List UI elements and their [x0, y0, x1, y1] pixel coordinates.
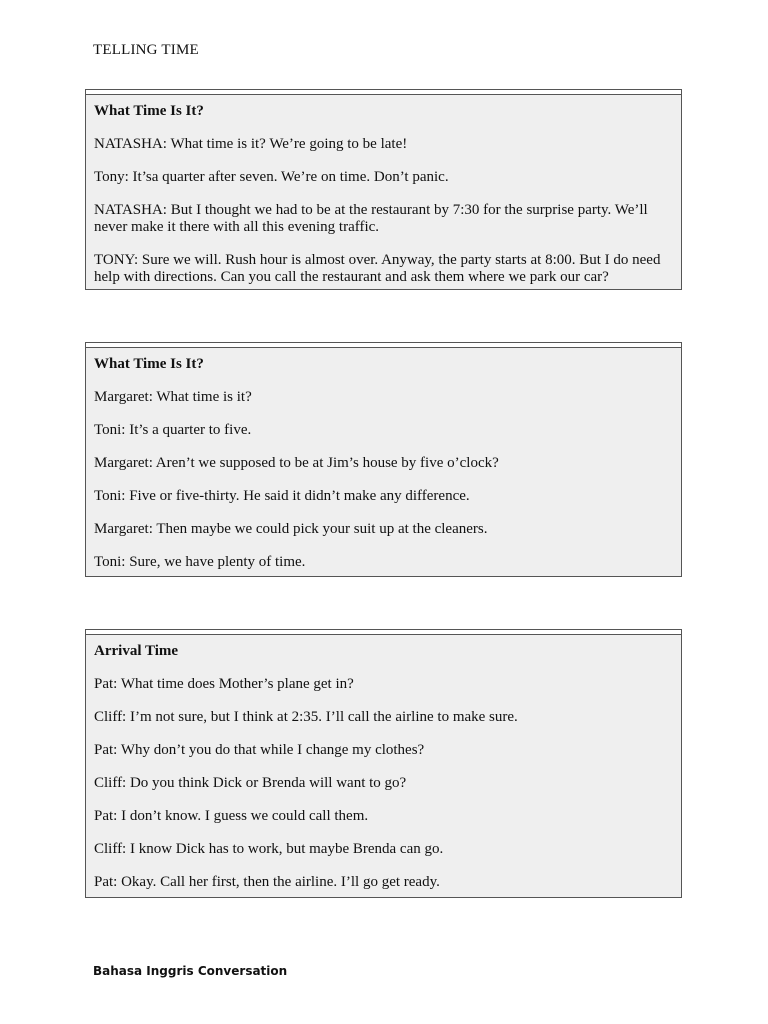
dialogue-title: What Time Is It? — [94, 103, 204, 119]
dialogue-line: NATASHA: But I thought we had to be at the restaurant by 7:30 for the surprise party. We’ll never make it there with all this evening traffic. — [94, 202, 648, 235]
dialogue-box-2 — [85, 347, 682, 577]
dialogue-line: NATASHA: What time is it? We’re going to be late! — [94, 136, 408, 152]
dialogue-line: TONY: Sure we will. Rush hour is almost over. Anyway, the party starts at 8:00. But I do need help with directions. Can you call the restaurant and ask them where we park our car? — [94, 252, 661, 285]
dialogue-line: Cliff: I’m not sure, but I think at 2:35. I’ll call the airline to make sure. — [94, 709, 518, 725]
dialogue-line: Margaret: Aren’t we supposed to be at Jim’s house by five o’clock? — [94, 455, 499, 471]
dialogue-line: Cliff: I know Dick has to work, but maybe Brenda can go. — [94, 841, 444, 857]
dialogue-line: Pat: Okay. Call her first, then the airline. I’ll go get ready. — [94, 874, 440, 890]
dialogue-line: Tony: It’sa quarter after seven. We’re on time. Don’t panic. — [94, 169, 449, 185]
dialogue-box-1 — [85, 94, 682, 290]
dialogue-line: Toni: Five or five-thirty. He said it didn’t make any difference. — [94, 488, 470, 504]
dialogue-line: Toni: Sure, we have plenty of time. — [94, 554, 306, 570]
dialogue-title: Arrival Time — [94, 643, 179, 659]
dialogue-line: Margaret: Then maybe we could pick your suit up at the cleaners. — [94, 521, 488, 537]
dialogue-title: What Time Is It? — [94, 356, 204, 372]
dialogue-line: Cliff: Do you think Dick or Brenda will want to go? — [94, 775, 407, 791]
page-heading: TELLING TIME — [93, 42, 199, 58]
dialogue-line: Pat: I don’t know. I guess we could call them. — [94, 808, 369, 824]
dialogue-line: Pat: What time does Mother’s plane get in? — [94, 676, 354, 692]
dialogue-box-3 — [85, 634, 682, 898]
dialogue-line: Pat: Why don’t you do that while I change my clothes? — [94, 742, 425, 758]
dialogue-line: Margaret: What time is it? — [94, 389, 252, 405]
dialogue-line: Toni: It’s a quarter to five. — [94, 422, 252, 438]
page-footer: Bahasa Inggris Conversation — [93, 964, 288, 978]
